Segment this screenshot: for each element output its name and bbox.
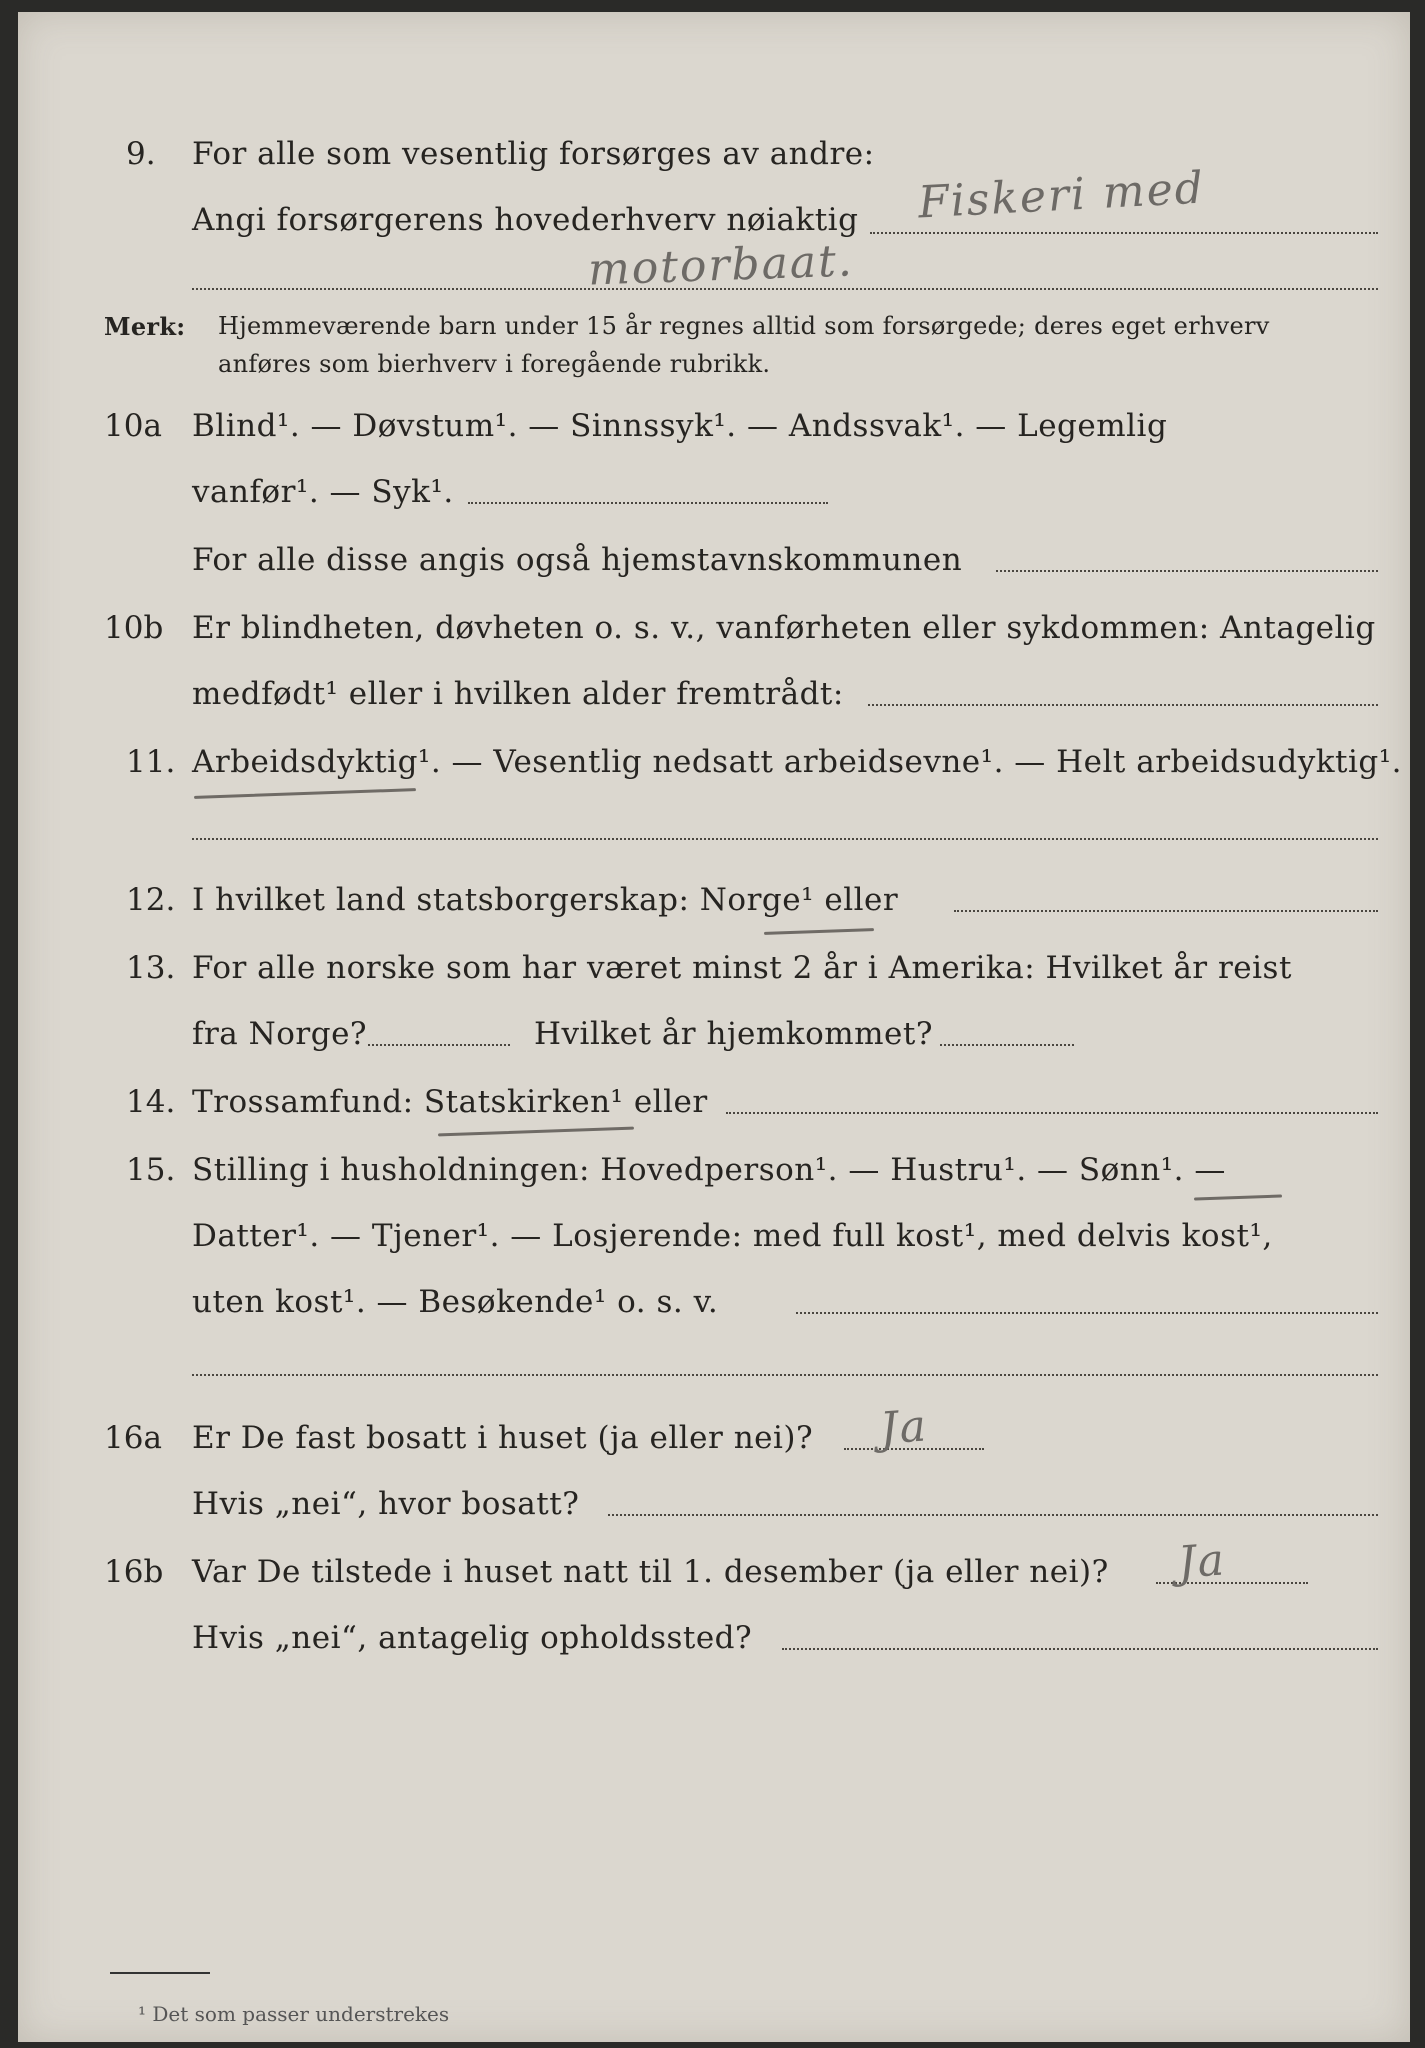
form-page (18, 12, 1410, 2042)
merk-text-line1: Hjemmeværende barn under 15 år regnes alltid som forsørgede; deres eget erhverv (218, 312, 1270, 340)
q9-handwritten-answer2: motorbaat. (587, 235, 855, 296)
q16b-question-line2: Hvis „nei“, antagelig opholdssted? (192, 1620, 753, 1656)
q11-answer-line (192, 838, 1378, 840)
q16b-number: 16b (104, 1554, 164, 1590)
q16b-handwritten-answer: Ja (1176, 1534, 1228, 1589)
q9-question-line2: Angi forsørgerens hovederhverv nøiaktig (192, 202, 859, 238)
q10a-question: Blind¹. — Døvstum¹. — Sinnssyk¹. — Andssvak¹. — Legemlig (192, 408, 1168, 444)
q14-answer-line (726, 1112, 1378, 1114)
q16a-handwritten-answer: Ja (878, 1400, 930, 1455)
q15-underline-sonn (1194, 1194, 1282, 1200)
q10b-question: Er blindheten, døvheten o. s. v., vanførheten eller sykdommen: Antagelig (192, 610, 1376, 646)
q16a-question-line2: Hvis „nei“, hvor bosatt? (192, 1486, 580, 1522)
q10a-hjemstavn-line (996, 570, 1378, 572)
q10b-answer-line (868, 704, 1378, 706)
q10a-question-line2: vanfør¹. — Syk¹. (192, 474, 454, 510)
q13-reist-line (368, 1044, 510, 1046)
q16a-question: Er De fast bosatt i huset (ja eller nei)? (192, 1420, 814, 1456)
q16b-opholdssted-line (782, 1648, 1378, 1650)
footnote-text: ¹ Det som passer understrekes (138, 2002, 450, 2026)
q9-question: For alle som vesentlig forsørges av andre: (192, 136, 875, 172)
q12-underline-norge (764, 928, 874, 935)
merk-label: Merk: (104, 312, 186, 341)
q10b-number: 10b (104, 610, 164, 646)
q15-answer-line (796, 1312, 1378, 1314)
q15-question-line3: uten kost¹. — Besøkende¹ o. s. v. (192, 1284, 719, 1320)
merk-text-line2: anføres som bierhverv i foregående rubrikk. (218, 350, 771, 378)
q13-question-reist: fra Norge? (192, 1016, 368, 1052)
q9-handwritten-answer: Fiskeri med (916, 162, 1207, 229)
q13-question-hjemkommet: Hvilket år hjemkommet? (534, 1016, 933, 1052)
q13-hjemkommet-line (940, 1044, 1074, 1046)
q12-number: 12. (126, 882, 176, 918)
q15-answer-line2 (192, 1374, 1378, 1376)
q15-question-line2: Datter¹. — Tjener¹. — Losjerende: med full kost¹, med delvis kost¹, (192, 1218, 1273, 1254)
q15-question: Stilling i husholdningen: Hovedperson¹. — Hustru¹. — Sønn¹. — (192, 1152, 1226, 1188)
q16b-question: Var De tilstede i huset natt til 1. desember (ja eller nei)? (192, 1554, 1109, 1590)
q13-number: 13. (126, 950, 176, 986)
q14-underline-statskirken (438, 1127, 634, 1137)
q9-number: 9. (126, 136, 156, 172)
q10a-question-line3: For alle disse angis også hjemstavnskommunen (192, 542, 963, 578)
q11-question: Arbeidsdyktig¹. — Vesentlig nedsatt arbeidsevne¹. — Helt arbeidsudyktig¹. (192, 744, 1403, 780)
q10b-question-line2: medfødt¹ eller i hvilken alder fremtrådt: (192, 676, 844, 712)
q15-number: 15. (126, 1152, 176, 1188)
q10a-answer-line (468, 502, 828, 504)
q11-number: 11. (126, 744, 176, 780)
q12-question: I hvilket land statsborgerskap: Norge¹ eller (192, 882, 899, 918)
q9-answer-line (870, 232, 1378, 234)
q14-number: 14. (126, 1084, 176, 1120)
footnote-rule (110, 1972, 210, 1974)
q14-question: Trossamfund: Statskirken¹ eller (192, 1084, 708, 1120)
q11-underline-arbeidsdyktig (194, 788, 416, 799)
q13-question: For alle norske som har været minst 2 år i Amerika: Hvilket år reist (192, 950, 1292, 986)
q16a-number: 16a (104, 1420, 162, 1456)
q16a-bosatt-line (608, 1514, 1378, 1516)
q10a-number: 10a (104, 408, 162, 444)
q12-answer-line (954, 910, 1378, 912)
